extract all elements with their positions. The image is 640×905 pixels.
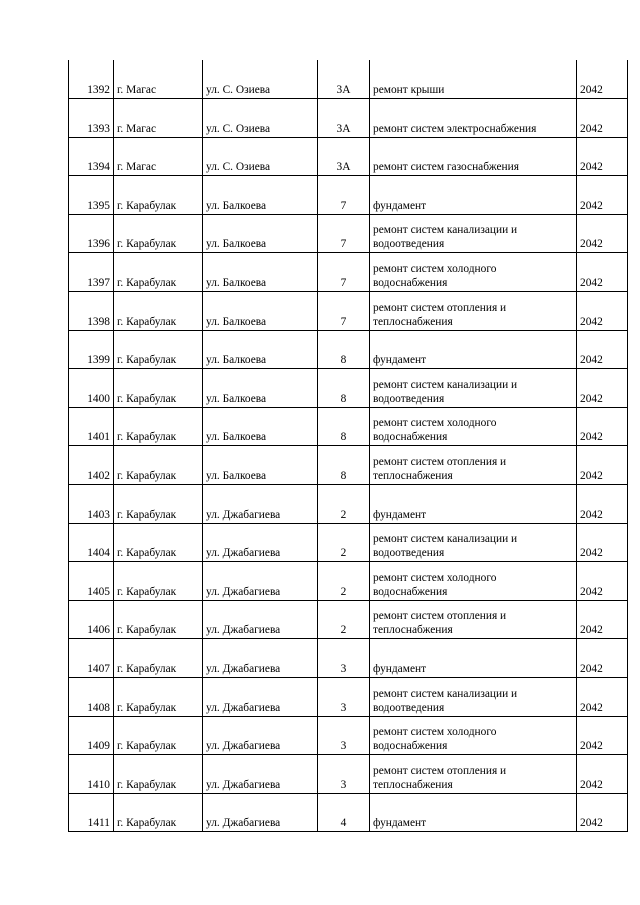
city-cell: г. Карабулак (114, 755, 203, 794)
row-number-cell: 1395 (69, 176, 114, 215)
house-number-cell: 7 (318, 253, 370, 292)
street-cell: ул. Джабагиева (203, 755, 318, 794)
house-number-cell: 2 (318, 600, 370, 639)
work-type-cell: ремонт систем отопления и теплоснабжения (370, 446, 577, 485)
street-cell: ул. Джабагиева (203, 716, 318, 755)
row-number-cell: 1400 (69, 369, 114, 408)
house-number-cell: 3 (318, 677, 370, 716)
row-number-cell: 1397 (69, 253, 114, 292)
table-row (69, 677, 628, 716)
street-cell: ул. Джабагиева (203, 677, 318, 716)
house-number-cell: 3 (318, 755, 370, 794)
city-cell: г. Карабулак (114, 793, 203, 832)
work-type-cell: ремонт систем отопления и теплоснабжения (370, 600, 577, 639)
work-type-cell: ремонт крыши (370, 60, 577, 99)
row-number-cell: 1399 (69, 330, 114, 369)
work-type-cell: ремонт систем холодного водоснабжения (370, 716, 577, 755)
table-row (69, 716, 628, 755)
table-row (69, 793, 628, 832)
year-cell: 2042 (577, 793, 628, 832)
table-row (69, 407, 628, 446)
street-cell: ул. Балкоева (203, 291, 318, 330)
house-number-cell: 2 (318, 562, 370, 601)
row-number-cell: 1409 (69, 716, 114, 755)
year-cell: 2042 (577, 137, 628, 176)
work-type-cell: фундамент (370, 176, 577, 215)
year-cell: 2042 (577, 562, 628, 601)
year-cell: 2042 (577, 291, 628, 330)
street-cell: ул. Джабагиева (203, 562, 318, 601)
year-cell: 2042 (577, 214, 628, 253)
city-cell: г. Карабулак (114, 176, 203, 215)
house-number-cell: 4 (318, 793, 370, 832)
city-cell: г. Карабулак (114, 523, 203, 562)
table-row (69, 639, 628, 678)
house-number-cell: 8 (318, 330, 370, 369)
street-cell: ул. Джабагиева (203, 793, 318, 832)
row-number-cell: 1405 (69, 562, 114, 601)
house-number-cell: 2 (318, 523, 370, 562)
table-row (69, 562, 628, 601)
year-cell: 2042 (577, 99, 628, 138)
table-row (69, 484, 628, 523)
city-cell: г. Карабулак (114, 407, 203, 446)
city-cell: г. Карабулак (114, 330, 203, 369)
year-cell: 2042 (577, 523, 628, 562)
row-number-cell: 1401 (69, 407, 114, 446)
work-type-cell: ремонт систем газоснабжения (370, 137, 577, 176)
city-cell: г. Карабулак (114, 253, 203, 292)
street-cell: ул. С. Озиева (203, 60, 318, 99)
table-row (69, 137, 628, 176)
house-number-cell: 7 (318, 176, 370, 215)
street-cell: ул. Джабагиева (203, 484, 318, 523)
work-type-cell: ремонт систем электроснабжения (370, 99, 577, 138)
city-cell: г. Карабулак (114, 214, 203, 253)
table-row (69, 330, 628, 369)
year-cell: 2042 (577, 716, 628, 755)
city-cell: г. Карабулак (114, 562, 203, 601)
table-row (69, 291, 628, 330)
table-row (69, 253, 628, 292)
street-cell: ул. С. Озиева (203, 137, 318, 176)
year-cell: 2042 (577, 639, 628, 678)
table-row (69, 600, 628, 639)
work-type-cell: фундамент (370, 484, 577, 523)
row-number-cell: 1404 (69, 523, 114, 562)
city-cell: г. Карабулак (114, 484, 203, 523)
row-number-cell: 1398 (69, 291, 114, 330)
street-cell: ул. Балкоева (203, 253, 318, 292)
repair-schedule-table (68, 60, 628, 832)
work-type-cell: ремонт систем канализации и водоотведения (370, 523, 577, 562)
house-number-cell: 7 (318, 214, 370, 253)
row-number-cell: 1393 (69, 99, 114, 138)
year-cell: 2042 (577, 677, 628, 716)
house-number-cell: 3 (318, 639, 370, 678)
city-cell: г. Карабулак (114, 716, 203, 755)
street-cell: ул. Балкоева (203, 369, 318, 408)
year-cell: 2042 (577, 484, 628, 523)
work-type-cell: ремонт систем канализации и водоотведения (370, 214, 577, 253)
row-number-cell: 1402 (69, 446, 114, 485)
table-row (69, 99, 628, 138)
city-cell: г. Карабулак (114, 600, 203, 639)
row-number-cell: 1396 (69, 214, 114, 253)
work-type-cell: фундамент (370, 793, 577, 832)
table-row (69, 214, 628, 253)
work-type-cell: ремонт систем холодного водоснабжения (370, 407, 577, 446)
table-row (69, 176, 628, 215)
year-cell: 2042 (577, 369, 628, 408)
city-cell: г. Магас (114, 99, 203, 138)
house-number-cell: 3А (318, 99, 370, 138)
city-cell: г. Карабулак (114, 446, 203, 485)
work-type-cell: ремонт систем холодного водоснабжения (370, 253, 577, 292)
city-cell: г. Магас (114, 60, 203, 99)
house-number-cell: 3А (318, 60, 370, 99)
house-number-cell: 3А (318, 137, 370, 176)
work-type-cell: фундамент (370, 639, 577, 678)
city-cell: г. Карабулак (114, 291, 203, 330)
row-number-cell: 1411 (69, 793, 114, 832)
city-cell: г. Карабулак (114, 677, 203, 716)
year-cell: 2042 (577, 600, 628, 639)
house-number-cell: 8 (318, 407, 370, 446)
row-number-cell: 1403 (69, 484, 114, 523)
table-body (69, 60, 628, 832)
city-cell: г. Магас (114, 137, 203, 176)
street-cell: ул. Джабагиева (203, 523, 318, 562)
city-cell: г. Карабулак (114, 369, 203, 408)
work-type-cell: ремонт систем холодного водоснабжения (370, 562, 577, 601)
house-number-cell: 2 (318, 484, 370, 523)
work-type-cell: ремонт систем отопления и теплоснабжения (370, 755, 577, 794)
street-cell: ул. Балкоева (203, 330, 318, 369)
row-number-cell: 1406 (69, 600, 114, 639)
house-number-cell: 8 (318, 446, 370, 485)
row-number-cell: 1410 (69, 755, 114, 794)
year-cell: 2042 (577, 253, 628, 292)
table-row (69, 60, 628, 99)
street-cell: ул. Балкоева (203, 446, 318, 485)
work-type-cell: ремонт систем канализации и водоотведения (370, 369, 577, 408)
table-row (69, 523, 628, 562)
street-cell: ул. С. Озиева (203, 99, 318, 138)
street-cell: ул. Джабагиева (203, 600, 318, 639)
year-cell: 2042 (577, 755, 628, 794)
year-cell: 2042 (577, 330, 628, 369)
row-number-cell: 1392 (69, 60, 114, 99)
work-type-cell: фундамент (370, 330, 577, 369)
row-number-cell: 1407 (69, 639, 114, 678)
table-row (69, 755, 628, 794)
house-number-cell: 7 (318, 291, 370, 330)
row-number-cell: 1408 (69, 677, 114, 716)
year-cell: 2042 (577, 446, 628, 485)
year-cell: 2042 (577, 407, 628, 446)
house-number-cell: 3 (318, 716, 370, 755)
work-type-cell: ремонт систем канализации и водоотведения (370, 677, 577, 716)
house-number-cell: 8 (318, 369, 370, 408)
year-cell: 2042 (577, 176, 628, 215)
street-cell: ул. Балкоева (203, 176, 318, 215)
street-cell: ул. Джабагиева (203, 639, 318, 678)
street-cell: ул. Балкоева (203, 407, 318, 446)
table-row (69, 446, 628, 485)
year-cell: 2042 (577, 60, 628, 99)
street-cell: ул. Балкоева (203, 214, 318, 253)
city-cell: г. Карабулак (114, 639, 203, 678)
row-number-cell: 1394 (69, 137, 114, 176)
table-row (69, 369, 628, 408)
work-type-cell: ремонт систем отопления и теплоснабжения (370, 291, 577, 330)
